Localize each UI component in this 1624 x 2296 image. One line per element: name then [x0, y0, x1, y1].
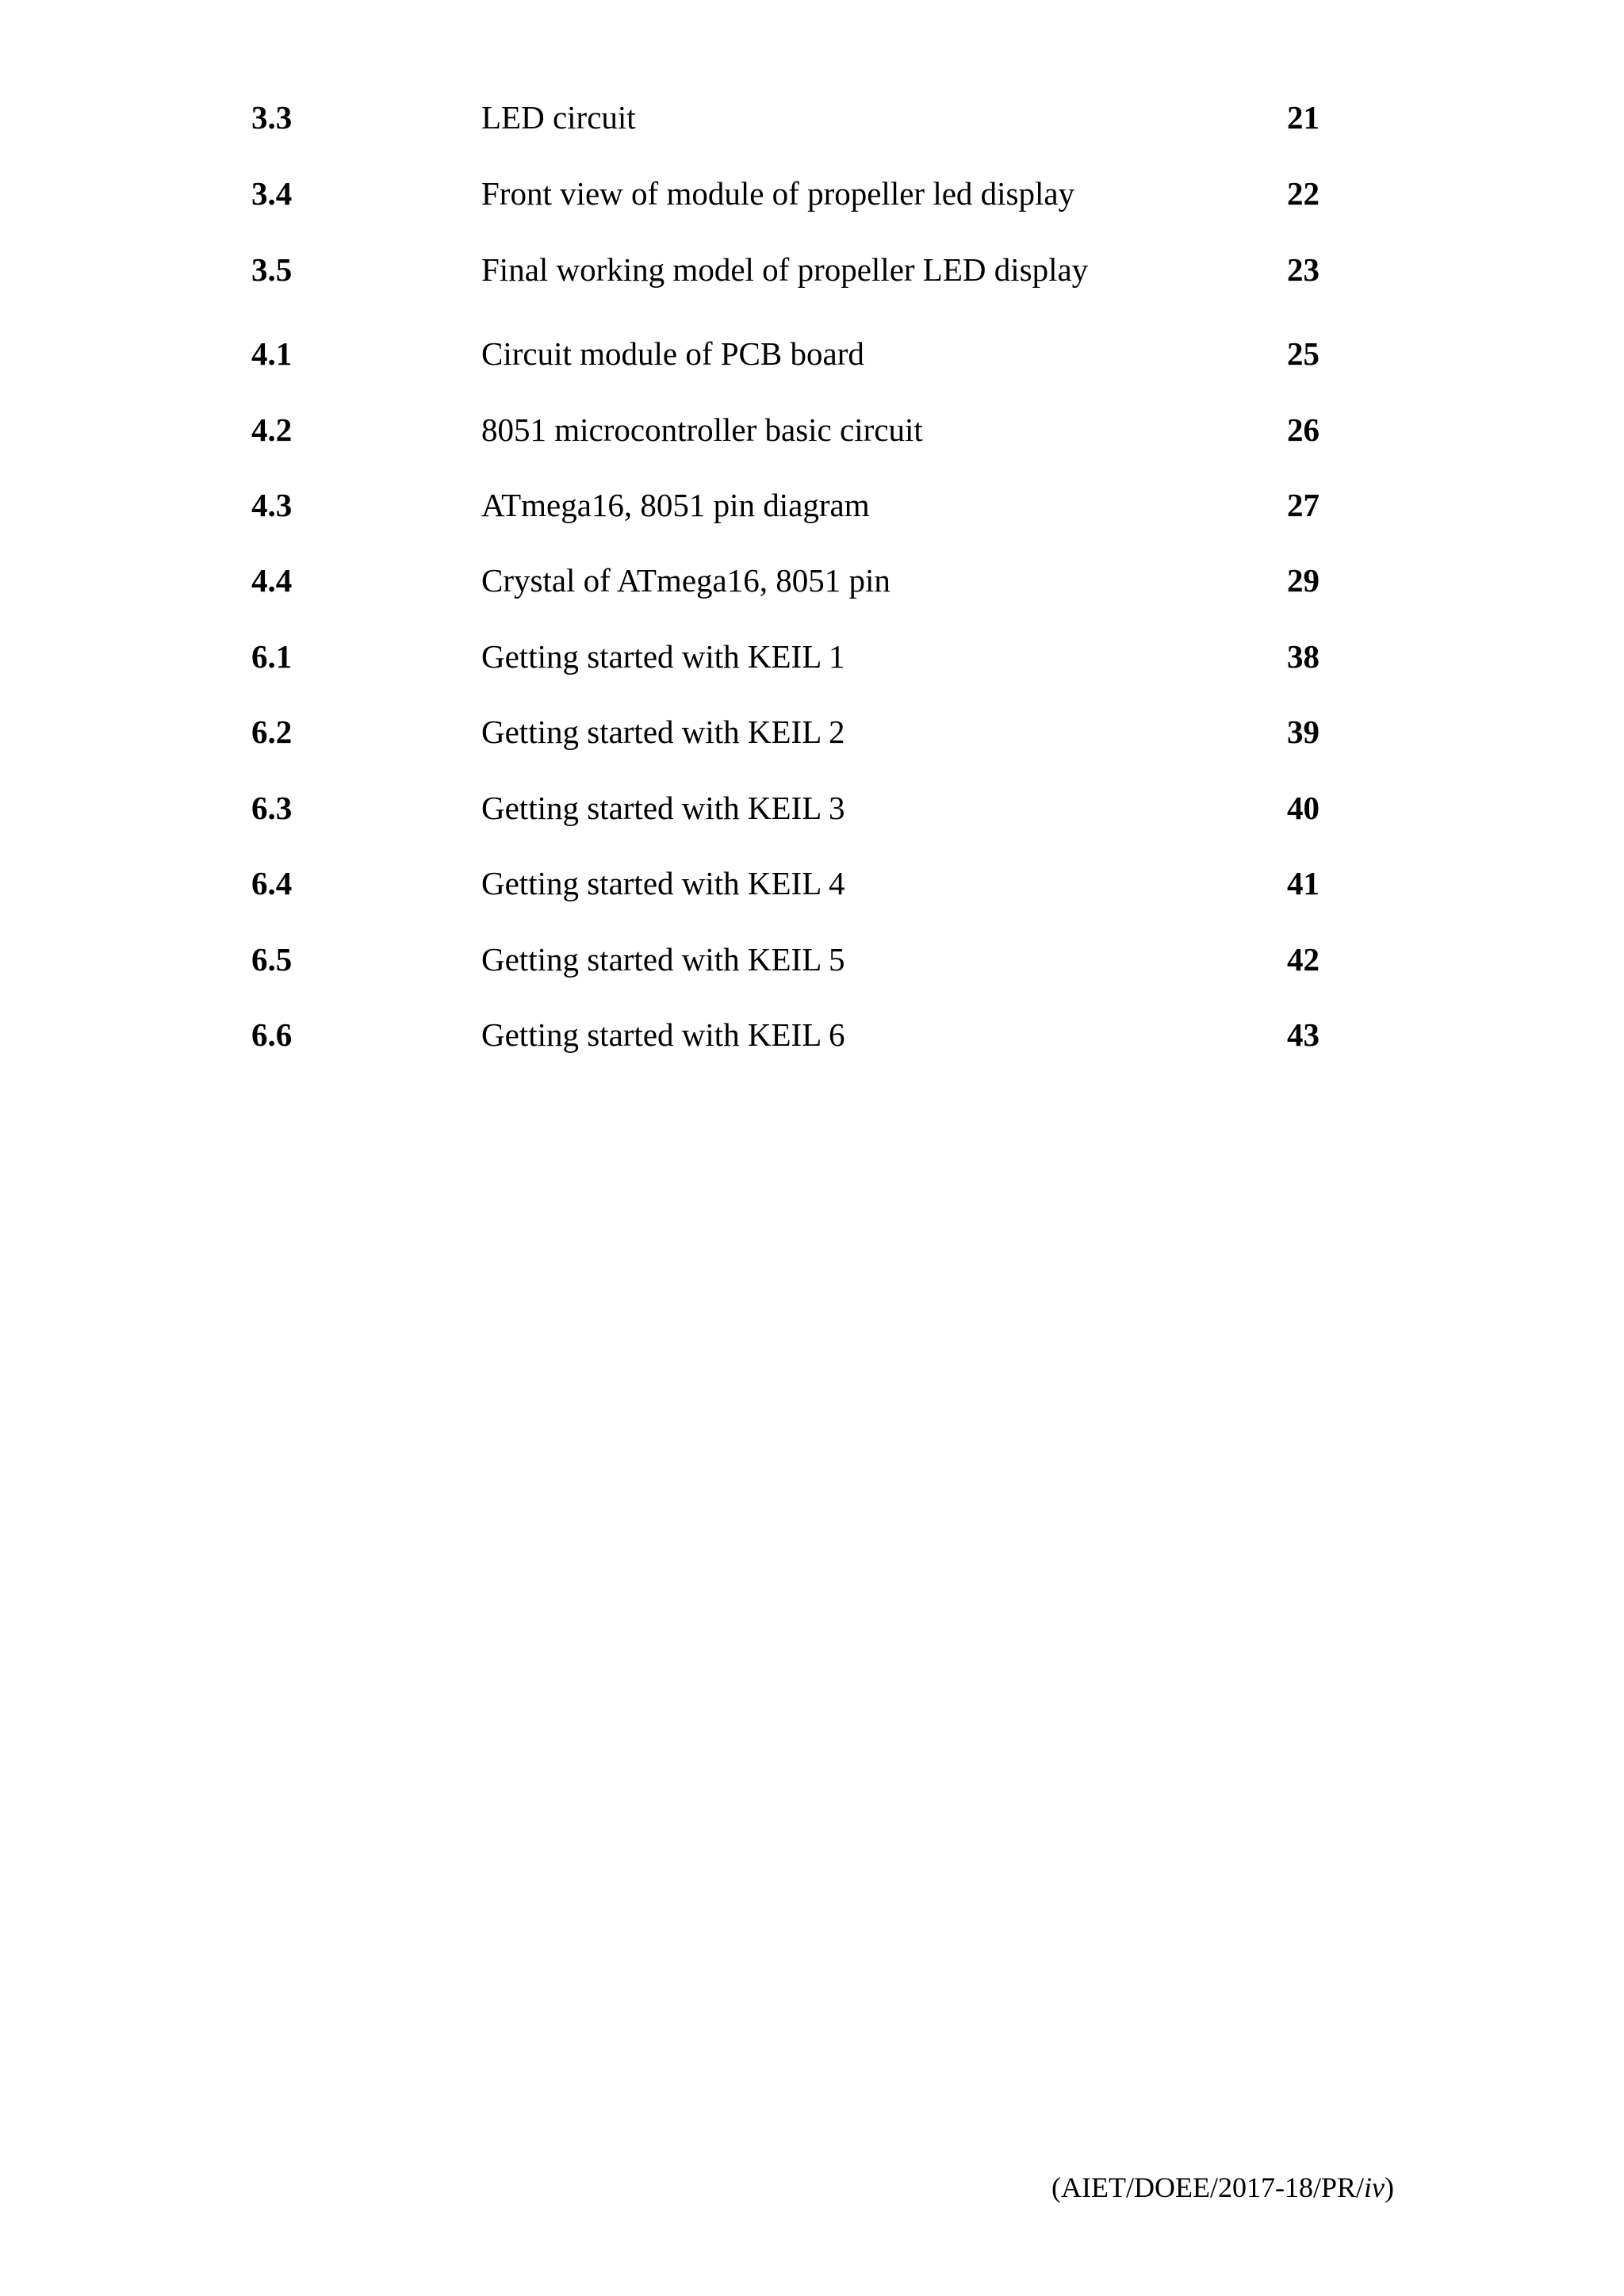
- figure-title: Getting started with KEIL 2: [481, 714, 845, 750]
- figure-title: Front view of module of propeller led display: [481, 175, 1075, 212]
- figure-page-number: 42: [1287, 941, 1320, 978]
- figure-number: 4.1: [251, 335, 293, 372]
- figure-number: 4.2: [251, 411, 293, 448]
- figure-page-number: 39: [1287, 714, 1320, 750]
- figure-entry: [0, 94, 1624, 141]
- figure-entry: [0, 1011, 1624, 1058]
- figure-entry: [0, 481, 1624, 529]
- footer-closing-paren: ): [1385, 2172, 1394, 2203]
- figure-title: Getting started with KEIL 6: [481, 1016, 845, 1053]
- figure-page-number: 25: [1287, 335, 1320, 372]
- figure-title: Crystal of ATmega16, 8051 pin: [481, 562, 891, 599]
- figure-entry: [0, 784, 1624, 832]
- footer-document-code: (AIET/DOEE/2017-18/PR/: [1051, 2172, 1365, 2203]
- figure-page-number: 29: [1287, 562, 1320, 599]
- figure-title: Getting started with KEIL 3: [481, 790, 845, 826]
- figure-number: 3.4: [251, 175, 293, 212]
- figure-page-number: 43: [1287, 1016, 1320, 1053]
- figure-page-number: 22: [1287, 175, 1320, 212]
- figure-title: Getting started with KEIL 1: [481, 638, 845, 675]
- figure-title: 8051 microcontroller basic circuit: [481, 411, 923, 448]
- figure-title: Circuit module of PCB board: [481, 335, 864, 372]
- figure-number: 4.3: [251, 487, 293, 523]
- figure-page-number: 38: [1287, 638, 1320, 675]
- figure-entry: [0, 859, 1624, 907]
- figure-entry: [0, 936, 1624, 983]
- figure-number: 6.5: [251, 941, 293, 978]
- page-footer: [1051, 2168, 1394, 2207]
- figure-number: 3.3: [251, 99, 293, 136]
- figure-page-number: 23: [1287, 251, 1320, 288]
- figure-number: 3.5: [251, 251, 293, 288]
- figure-title: Getting started with KEIL 4: [481, 865, 845, 901]
- figure-page-number: 26: [1287, 411, 1320, 448]
- figure-title: Final working model of propeller LED display: [481, 251, 1089, 288]
- figure-entry: [0, 246, 1624, 293]
- figure-entry: [0, 170, 1624, 217]
- figure-title: Getting started with KEIL 5: [481, 941, 845, 978]
- figure-number: 6.1: [251, 638, 293, 675]
- figure-number: 6.4: [251, 865, 293, 901]
- figure-entry: [0, 330, 1624, 377]
- figure-title: LED circuit: [481, 99, 636, 136]
- figure-entry: [0, 633, 1624, 680]
- figure-page-number: 41: [1287, 865, 1320, 901]
- figure-title: ATmega16, 8051 pin diagram: [481, 487, 870, 523]
- figure-page-number: 40: [1287, 790, 1320, 826]
- figure-number: 6.6: [251, 1016, 293, 1053]
- figure-number: 4.4: [251, 562, 293, 599]
- figure-entry: [0, 557, 1624, 604]
- footer-page-number: iv: [1364, 2172, 1385, 2203]
- figure-entry: [0, 708, 1624, 756]
- figure-entry: [0, 406, 1624, 453]
- figure-page-number: 21: [1287, 99, 1320, 136]
- figure-page-number: 27: [1287, 487, 1320, 523]
- figure-number: 6.3: [251, 790, 293, 826]
- figure-number: 6.2: [251, 714, 293, 750]
